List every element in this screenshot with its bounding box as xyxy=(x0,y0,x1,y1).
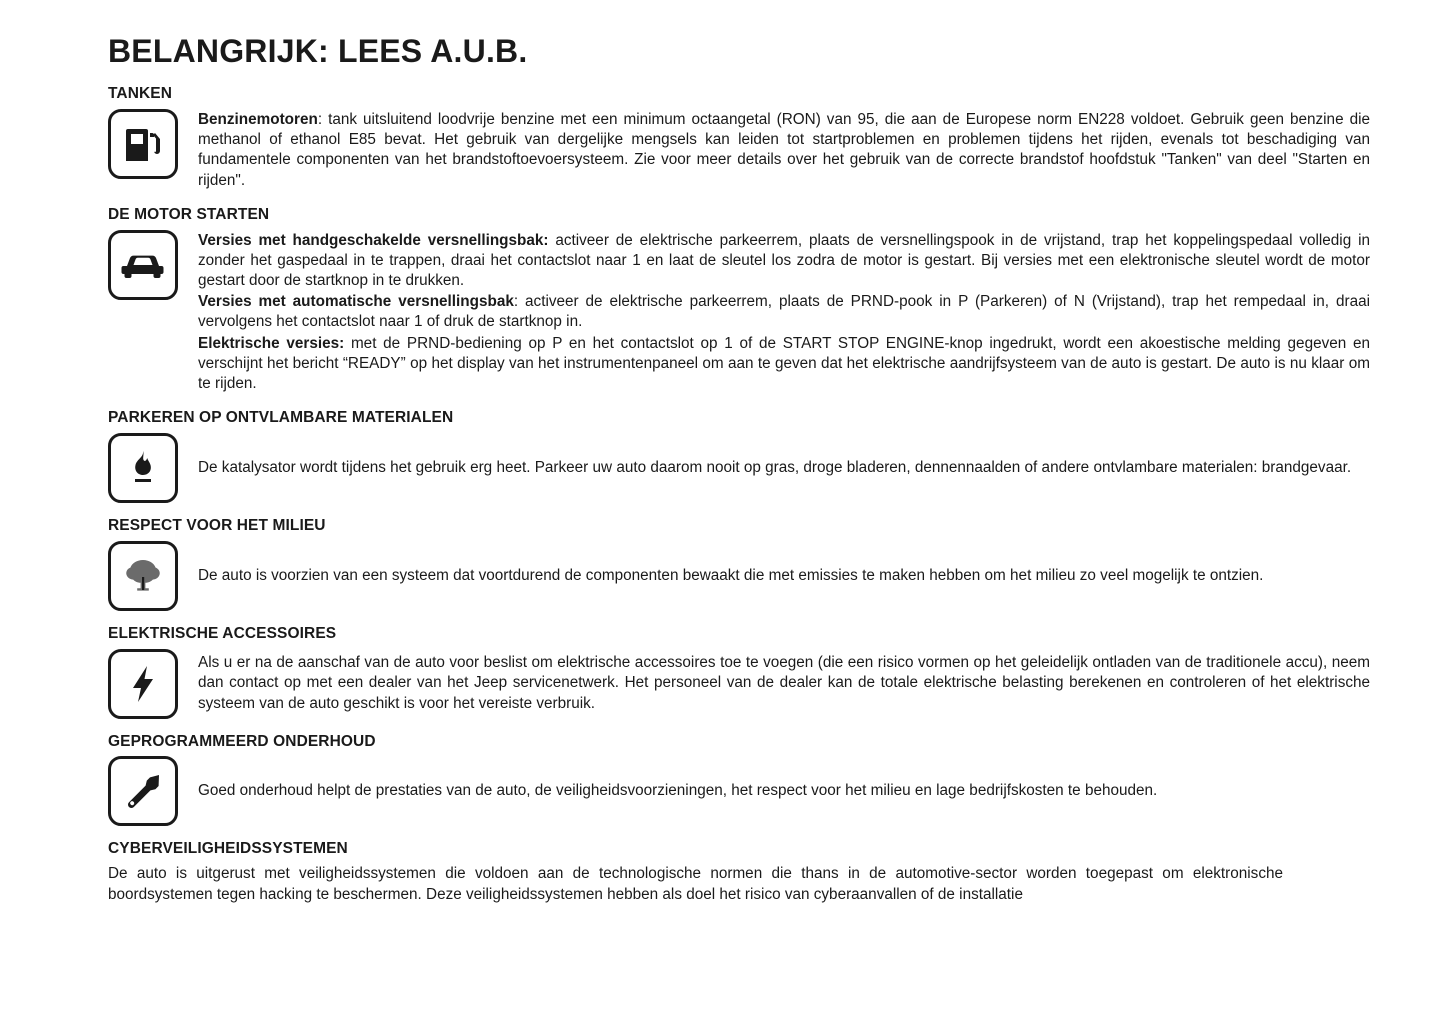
section-heading-geprogrammeerd-onderhoud: GEPROGRAMMEERD ONDERHOUD xyxy=(108,732,376,750)
section-motor-starten xyxy=(108,206,1370,395)
text-handgeschakelde: activeer de elektrische parkeerrem, plaats de versnellingspook in de vrijstand, trap het koppelingspedaal volledig in zonder het gaspedaal in te trappen, draai het contactslot naar 1 en laat de sleutel los zodra de motor is gestart. Bij versies met een elektronische sleutel wordt de motor gestart door de startknop in te drukken. xyxy=(198,231,1370,289)
text-parkeren-ontvlambare: De katalysator wordt tijdens het gebruik erg heet. Parkeer uw auto daarom nooit op gras, droge bladeren, dennennaalden of andere ontvlambare materialen: brandgevaar. xyxy=(198,458,1352,476)
text-cyberveiligheidssystemen: De auto is uitgerust met veiligheidssystemen die voldoen aan de technologische normen die thans in de automotive-sector worden toegepast om elektronische boordsystemen tegen hacking te beschermen. Deze veiligheidssystemen hebben als doel het risico van cyberaanvallen of de installatie xyxy=(108,865,1283,903)
section-body-respect-milieu xyxy=(198,565,1370,587)
section-heading-tanken: TANKEN xyxy=(108,85,173,103)
lead-automatische: Versies met automatische versnellingsbak xyxy=(198,293,514,311)
document-content xyxy=(108,34,1370,919)
section-geprogrammeerd-onderhoud xyxy=(108,733,1370,827)
text-geprogrammeerd-onderhoud: Goed onderhoud helpt de prestaties van de auto, de veiligheidsvoorzieningen, het respect voor het milieu en lage bedrijfskosten te behouden. xyxy=(198,782,1158,800)
page-title: BELANGRIJK: LEES A.U.B. xyxy=(108,33,528,69)
text-respect-milieu: De auto is voorzien van een systeem dat voortdurend de componenten bewaakt die met emissies te maken hebben om het milieu zo veel mogelijk te ontzien. xyxy=(198,566,1264,584)
section-heading-motor-starten: DE MOTOR STARTEN xyxy=(108,205,270,223)
text-elektrische-accessoires: Als u er na de aanschaf van de auto voor beslist om elektrische accessoires toe te voegen (die een risico vormen op het geleidelijk ontladen van de traditionele accu), neem dan contact op met een dealer van het Jeep servicenetwerk. Het personeel van de dealer kan de totale elektrische belasting berekenen en controleren of het elektrische systeem van de auto geschikt is voor het vereiste verbruik. xyxy=(198,654,1370,712)
tree-icon xyxy=(108,541,178,611)
fuel-pump-icon xyxy=(108,109,178,179)
section-body-elektrische-accessoires xyxy=(198,652,1370,715)
section-heading-elektrische-accessoires: ELEKTRISCHE ACCESSOIRES xyxy=(108,624,337,642)
section-parkeren-ontvlambare xyxy=(108,409,1370,503)
text-automatische: : activeer de elektrische parkeerrem, plaats de PRND-pook in P (Parkeren) of N (Vrijstand), trap het rempedaal in, draai vervolgens het contactslot naar 1 of druk de startknop in. xyxy=(198,293,1370,331)
car-front-icon xyxy=(108,230,178,300)
section-heading-parkeren-ontvlambare: PARKEREN OP ONTVLAMBARE MATERIALEN xyxy=(108,409,454,427)
section-cyberveiligheidssystemen xyxy=(108,840,1370,905)
section-body-geprogrammeerd-onderhoud xyxy=(198,780,1370,802)
section-body-tanken xyxy=(198,109,1370,192)
lightning-bolt-icon xyxy=(108,649,178,719)
lead-benzinemotoren: Benzinemotoren xyxy=(198,111,318,128)
section-body-cyberveiligheidssystemen xyxy=(108,864,1283,905)
section-body-motor-starten xyxy=(198,230,1370,396)
wrench-icon xyxy=(108,756,178,826)
section-heading-respect-milieu: RESPECT VOOR HET MILIEU xyxy=(108,516,326,534)
text-benzinemotoren: : tank uitsluitend loodvrije benzine met een minimum octaangetal (RON) van 95, die aan de Europese norm EN228 voldoet. Gebruik geen benzine die methanol of ethanol E85 bevat. Het gebruik van dergelijke mengsels kan leiden tot startproblemen en problemen tijdens het rijden, evenals tot beschadiging van fundamentele componenten van het brandstoftoevoersysteem. Zie voor meer details over het gebruik van de correcte brandstof hoofdstuk "Tanken" van deel "Starten en rijden". xyxy=(198,111,1370,189)
text-elektrische-versies: met de PRND-bediening op P en het contactslot op 1 of de START STOP ENGINE-knop ingedrukt, wordt een akoestische melding gegeven en verschijnt het bericht “READY” op het display van het instrumentenpaneel om aan te geven dat het elektrische aandrijfsysteem van de auto is gestart. De auto is nu klaar om te rijden. xyxy=(198,334,1370,392)
lead-handgeschakelde: Versies met handgeschakelde versnellingsbak: xyxy=(198,231,549,249)
section-respect-milieu xyxy=(108,517,1370,611)
section-tanken xyxy=(108,85,1370,192)
section-heading-cyberveiligheidssystemen: CYBERVEILIGHEIDSSYSTEMEN xyxy=(108,840,348,858)
section-elektrische-accessoires xyxy=(108,625,1370,719)
flame-icon xyxy=(108,433,178,503)
section-body-parkeren-ontvlambare xyxy=(198,457,1370,479)
lead-elektrische-versies: Elektrische versies: xyxy=(198,334,345,352)
